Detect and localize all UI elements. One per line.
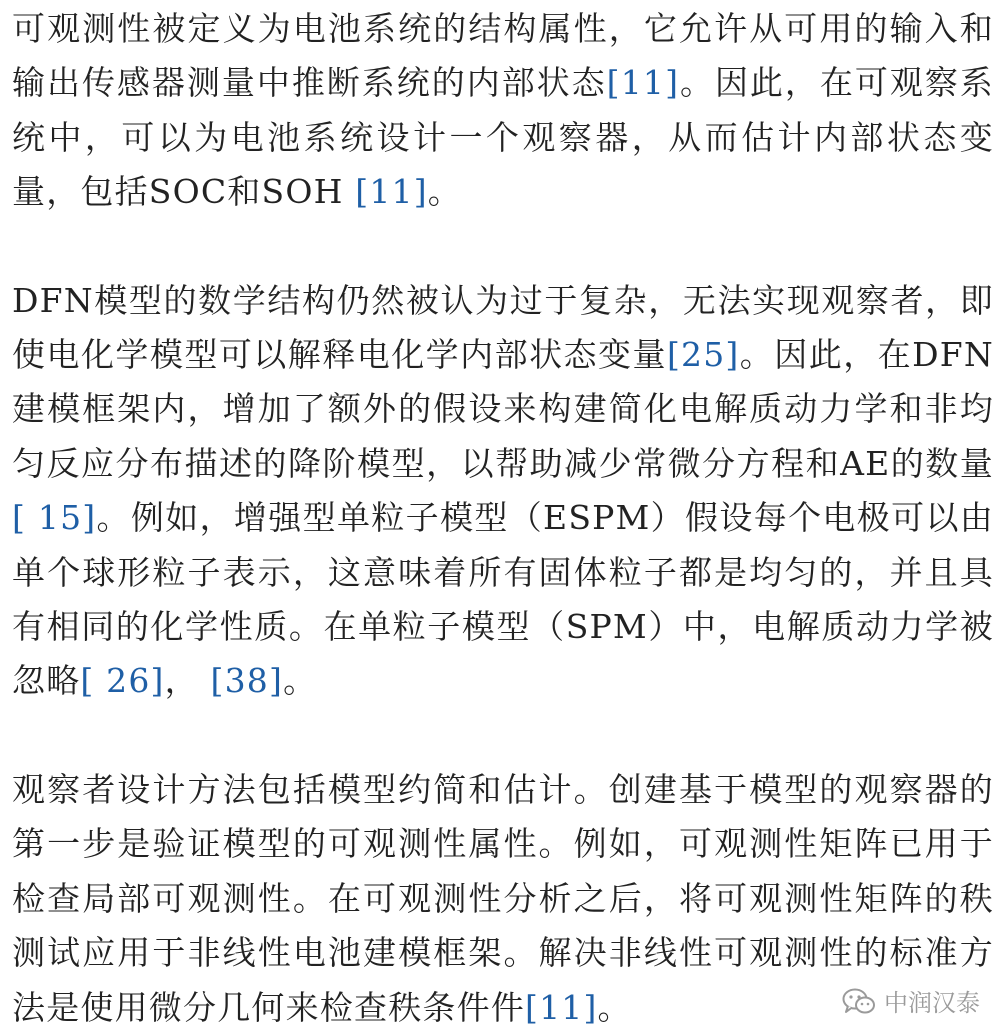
wechat-icon — [842, 987, 876, 1015]
citation-link[interactable]: [38] — [210, 661, 284, 701]
paragraph-text: 观察者设计方法包括模型约简和估计。创建基于模型的观察器的第一步是验证模型的可观测性属性。例如，可观测性矩阵已用于检查局部可观测性。在可观测性分析之后，将可观测性矩阵的秩测试应用于非线性电池建模框架。解决非线性可观测性的标准方法是使用微分几何来检查秩条件件 — [12, 769, 994, 1027]
paragraph-reduced-order-models — [12, 274, 994, 709]
paragraph-text: 。 — [597, 987, 632, 1027]
paragraph-text: 。例如，增强型单粒子模型（ESPM）假设每个电极可以由单个球形粒子表示，这意味着所有固体粒子都是均匀的，并且具有相同的化学性质。在单粒子模型（SPM）中，电解质动力学被忽略 — [12, 498, 995, 701]
paragraph-text: 。 — [427, 172, 462, 212]
paragraph-text: DFN模型的数学结构仍然被认为过于复杂，无法实现观察者，即使电化学模型可以解释电化学内部状态变量 — [12, 280, 994, 375]
paragraph-text: 。因此，在DFN建模框架内，增加了额外的假设来构建简化电解质动力学和非均匀反应分布描述的降阶模型，以帮助减少常微分方程和AE的数量 — [12, 335, 994, 483]
citation-link[interactable]: [11] — [606, 63, 680, 103]
citation-link[interactable]: [11] — [525, 987, 598, 1027]
paragraph-text: 可观测性被定义为电池系统的结构属性，它允许从可用的输入和输出传感器测量中推断系统的内部状态 — [12, 9, 994, 103]
paragraph-observability — [12, 2, 994, 220]
watermark — [838, 981, 984, 1020]
paragraph-text: 。 — [283, 661, 318, 701]
watermark-text: 中润汉泰 — [884, 989, 980, 1017]
citation-link[interactable]: [25] — [666, 335, 740, 375]
citation-link[interactable]: [ 15] — [12, 498, 97, 538]
paragraph-text: ， — [164, 661, 211, 701]
citation-link[interactable]: [ 26] — [80, 661, 165, 701]
paragraph-text: 。因此，在可观察系统中，可以为电池系统设计一个观察器，从而估计内部状态变量，包括SOC和SOH — [12, 63, 994, 212]
citation-link[interactable]: [11] — [355, 172, 428, 212]
article-body — [12, 2, 994, 1035]
